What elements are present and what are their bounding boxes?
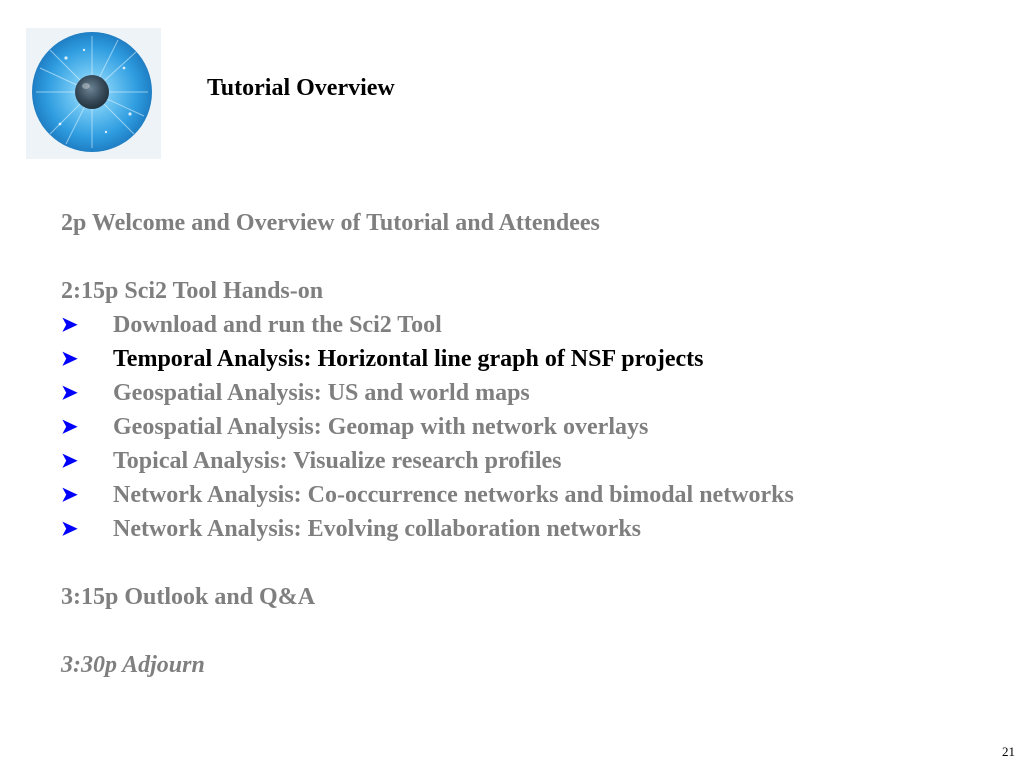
list-item-text: Network Analysis: Evolving collaboration networks [113,516,642,542]
arrow-bullet-icon: ➤ [61,484,78,506]
list-item [61,376,794,410]
eye-iris-icon [26,28,161,159]
agenda-adjourn: 3:30p Adjourn [61,652,205,678]
slide-title: Tutorial Overview [207,75,395,101]
list-item-text: Download and run the Sci2 Tool [113,312,442,338]
arrow-bullet-icon: ➤ [61,348,78,370]
list-item [61,478,794,512]
arrow-bullet-icon: ➤ [61,314,78,336]
eye-iris-logo [26,28,161,159]
agenda-outlook: 3:15p Outlook and Q&A [61,584,316,610]
spacer [61,614,794,648]
list-item-text: Network Analysis: Co-occurrence networks and bimodal networks [113,482,794,508]
list-item [61,512,794,546]
list-item [61,410,794,444]
agenda-hands-on: 2:15p Sci2 Tool Hands-on [61,278,324,304]
list-item-text: Topical Analysis: Visualize research profiles [113,448,562,474]
list-item-text: Temporal Analysis: Horizontal line graph of NSF projects [113,346,704,372]
agenda [61,206,794,682]
list-item [61,308,794,342]
arrow-bullet-icon: ➤ [61,450,78,472]
spacer [61,546,794,580]
spacer [61,240,794,274]
arrow-bullet-icon: ➤ [61,382,78,404]
list-item-active [61,342,794,376]
arrow-bullet-icon: ➤ [61,518,78,540]
list-item [61,444,794,478]
list-item-text: Geospatial Analysis: Geomap with network overlays [113,414,649,440]
agenda-welcome: 2p Welcome and Overview of Tutorial and Attendees [61,210,600,236]
page-number: 21 [1002,744,1015,759]
arrow-bullet-icon: ➤ [61,416,78,438]
list-item-text: Geospatial Analysis: US and world maps [113,380,530,406]
